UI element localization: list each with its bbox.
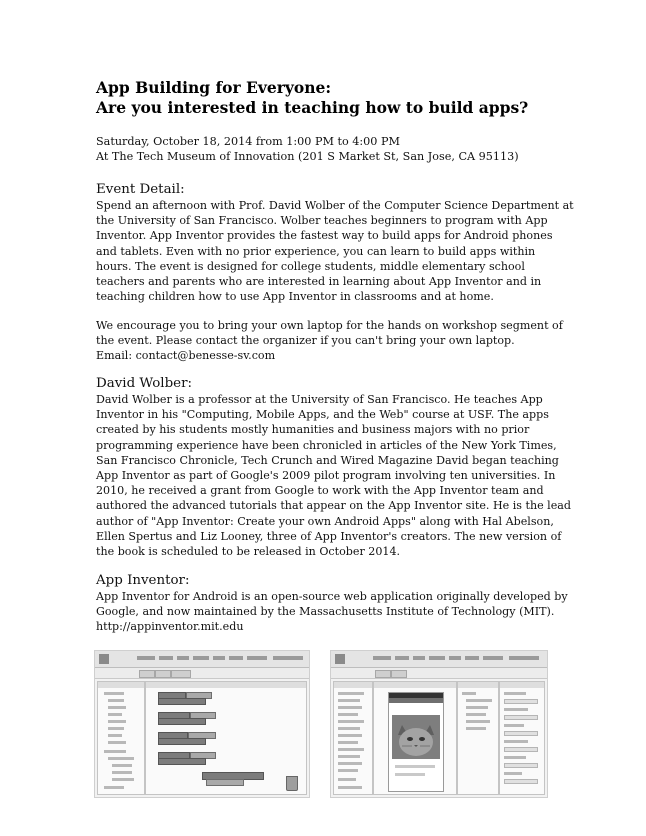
tree-row — [466, 727, 486, 730]
component-palette-panel — [333, 681, 373, 795]
app-inventor-logo-icon — [99, 654, 109, 664]
text-line: App Inventor as part of Google's 2009 pilot program involving ten universities. In — [96, 469, 556, 483]
text-line: Inventor. App Inventor provides the fastest way to build apps for Android phones — [96, 229, 553, 243]
event-detail-para-1 — [96, 198, 574, 304]
property-field — [504, 715, 538, 720]
text-line: programming experience have been chronicled in articles of the New York Times, — [96, 438, 557, 452]
tree-row — [466, 720, 490, 723]
tree-row — [466, 699, 492, 702]
menu-stub — [413, 656, 425, 660]
trash-icon — [286, 776, 298, 791]
tree-row — [112, 764, 132, 767]
menu-stub — [193, 656, 209, 660]
phone-row — [395, 765, 435, 768]
menu-stub — [177, 656, 189, 660]
properties-panel — [499, 681, 545, 795]
text-line: authored the advanced tutorials that appear on the App Inventor site. He is the lead — [96, 499, 572, 513]
tree-row — [108, 720, 126, 723]
tree-row — [108, 699, 124, 702]
text-line: Email: contact@benesse-sv.com — [96, 349, 276, 363]
property-row — [504, 724, 524, 727]
text-line: and tablets. Even with no prior experience, you can learn to build apps within — [96, 244, 536, 258]
title-line-2: Are you interested in teaching how to build apps? — [96, 98, 529, 117]
screenshot-toolbar — [331, 668, 547, 679]
panel-header — [334, 682, 372, 688]
app-inventor-url[interactable]: http://appinventor.mit.edu — [96, 620, 244, 634]
palette-row — [338, 762, 362, 765]
text-line: teaching children how to use App Inventor in classrooms and at home. — [96, 290, 494, 304]
tree-row — [112, 771, 132, 774]
phone-title-bar — [389, 698, 443, 703]
app-inventor-description — [96, 589, 568, 635]
palette-row — [338, 720, 364, 723]
text-line: the book is scheduled to be released in October 2014. — [96, 545, 401, 559]
menu-stub — [509, 656, 539, 660]
property-field — [504, 763, 538, 768]
text-line: hours. The event is designed for college students, middle elementary school — [96, 259, 525, 273]
menu-stub — [247, 656, 267, 660]
tree-row — [108, 706, 126, 709]
toolbar-button — [139, 670, 155, 678]
property-field — [504, 779, 538, 784]
text-line: We encourage you to bring your own laptop for the hands on workshop segment of — [96, 319, 563, 332]
text-line: Inventor in his "Computing, Mobile Apps, and the Web" course at USF. The apps — [96, 408, 549, 422]
blocks-editor-screenshot — [94, 650, 310, 798]
cat-image — [392, 715, 440, 759]
text-line: San Francisco Chronicle, Tech Crunch and Wired Magazine David began teaching — [96, 453, 559, 467]
panel-header — [500, 682, 544, 688]
menu-stub — [483, 656, 503, 660]
palette-row — [338, 692, 364, 695]
event-datetime: Saturday, October 18, 2014 from 1:00 PM to 4:00 PM — [96, 135, 400, 148]
palette-row — [338, 727, 360, 730]
wolber-heading: David Wolber: — [96, 376, 193, 391]
panel-header — [458, 682, 498, 688]
phone-row — [395, 773, 425, 776]
event-meta — [96, 134, 519, 164]
components-tree-panel — [457, 681, 499, 795]
phone-preview — [388, 692, 444, 792]
text-line: the event. Please contact the organizer if you can't bring your own laptop. — [96, 334, 515, 348]
tree-row — [466, 706, 488, 709]
palette-row — [338, 706, 362, 709]
text-line: Google, and now maintained by the Massachusetts Institute of Technology (MIT). — [96, 605, 555, 619]
code-block — [206, 779, 244, 786]
viewer-panel — [373, 681, 457, 795]
tree-row — [466, 713, 486, 716]
tree-row — [108, 757, 134, 760]
palette-row — [338, 713, 358, 716]
toolbar-button — [155, 670, 171, 678]
blocks-workspace — [145, 681, 307, 795]
code-block — [158, 718, 206, 725]
menu-stub — [273, 656, 303, 660]
menu-stub — [429, 656, 445, 660]
page-title — [96, 78, 616, 118]
menu-stub — [159, 656, 173, 660]
text-line: Ellen Spertus and Liz Looney, three of App Inventor's creators. The new version of — [96, 529, 562, 543]
title-line-1: App Building for Everyone: — [96, 78, 332, 97]
palette-row — [338, 786, 362, 789]
property-field — [504, 747, 538, 752]
tree-row — [104, 692, 124, 695]
tree-row — [108, 741, 126, 744]
text-line: App Inventor for Android is an open-source web application originally developed by — [96, 590, 568, 603]
designer-screenshot — [330, 650, 548, 798]
text-line: 2010, he received a grant from Google to work with the App Inventor team and — [96, 484, 544, 498]
panel-header — [98, 682, 144, 688]
tree-row — [108, 713, 122, 716]
text-line: teachers and parents who are interested in learning about App Inventor and in — [96, 275, 542, 289]
blocks-palette-panel — [97, 681, 145, 795]
tree-row — [104, 786, 124, 789]
palette-row — [338, 741, 358, 744]
tree-row — [108, 734, 122, 737]
property-row — [504, 708, 528, 711]
tree-row — [108, 727, 124, 730]
code-block — [158, 758, 206, 765]
palette-row — [338, 769, 358, 772]
menu-stub — [373, 656, 391, 660]
toolbar-button — [391, 670, 407, 678]
property-row — [504, 772, 522, 775]
app-inventor-heading: App Inventor: — [96, 573, 190, 588]
text-line: created by his students mostly humanities and business majors with no prior — [96, 423, 530, 437]
screenshot-toolbar — [95, 668, 309, 679]
menu-stub — [229, 656, 243, 660]
toolbar-button — [375, 670, 391, 678]
text-line: Spend an afternoon with Prof. David Wolber of the Computer Science Department at — [96, 199, 574, 212]
tree-row — [462, 692, 476, 695]
menu-stub — [465, 656, 479, 660]
panel-header — [146, 682, 306, 688]
event-location: At The Tech Museum of Innovation (201 S Market St, San Jose, CA 95113) — [96, 150, 519, 163]
palette-row — [338, 748, 364, 751]
menu-stub — [137, 656, 155, 660]
text-line: the University of San Francisco. Wolber teaches beginners to program with App — [96, 214, 548, 228]
wolber-bio — [96, 392, 571, 559]
text-line: author of "App Inventor: Create your own Android Apps" along with Hal Abelson, — [96, 514, 554, 528]
palette-row — [338, 778, 356, 781]
menu-stub — [395, 656, 409, 660]
menu-stub — [213, 656, 225, 660]
code-block — [158, 738, 206, 745]
toolbar-button — [171, 670, 191, 678]
palette-row — [338, 755, 360, 758]
tree-row — [112, 778, 134, 781]
property-row — [504, 756, 526, 759]
text-line: David Wolber is a professor at the University of San Francisco. He teaches App — [96, 393, 543, 406]
property-row — [504, 692, 526, 695]
property-field — [504, 699, 538, 704]
palette-row — [338, 734, 362, 737]
event-detail-heading: Event Detail: — [96, 182, 185, 197]
menu-stub — [449, 656, 461, 660]
palette-row — [338, 699, 360, 702]
event-detail-para-2 — [96, 318, 563, 364]
property-row — [504, 740, 528, 743]
panel-header — [374, 682, 456, 688]
app-inventor-logo-icon — [335, 654, 345, 664]
tree-row — [104, 750, 126, 753]
property-field — [504, 731, 538, 736]
cat-photo-icon — [392, 715, 440, 759]
code-block — [158, 698, 206, 705]
